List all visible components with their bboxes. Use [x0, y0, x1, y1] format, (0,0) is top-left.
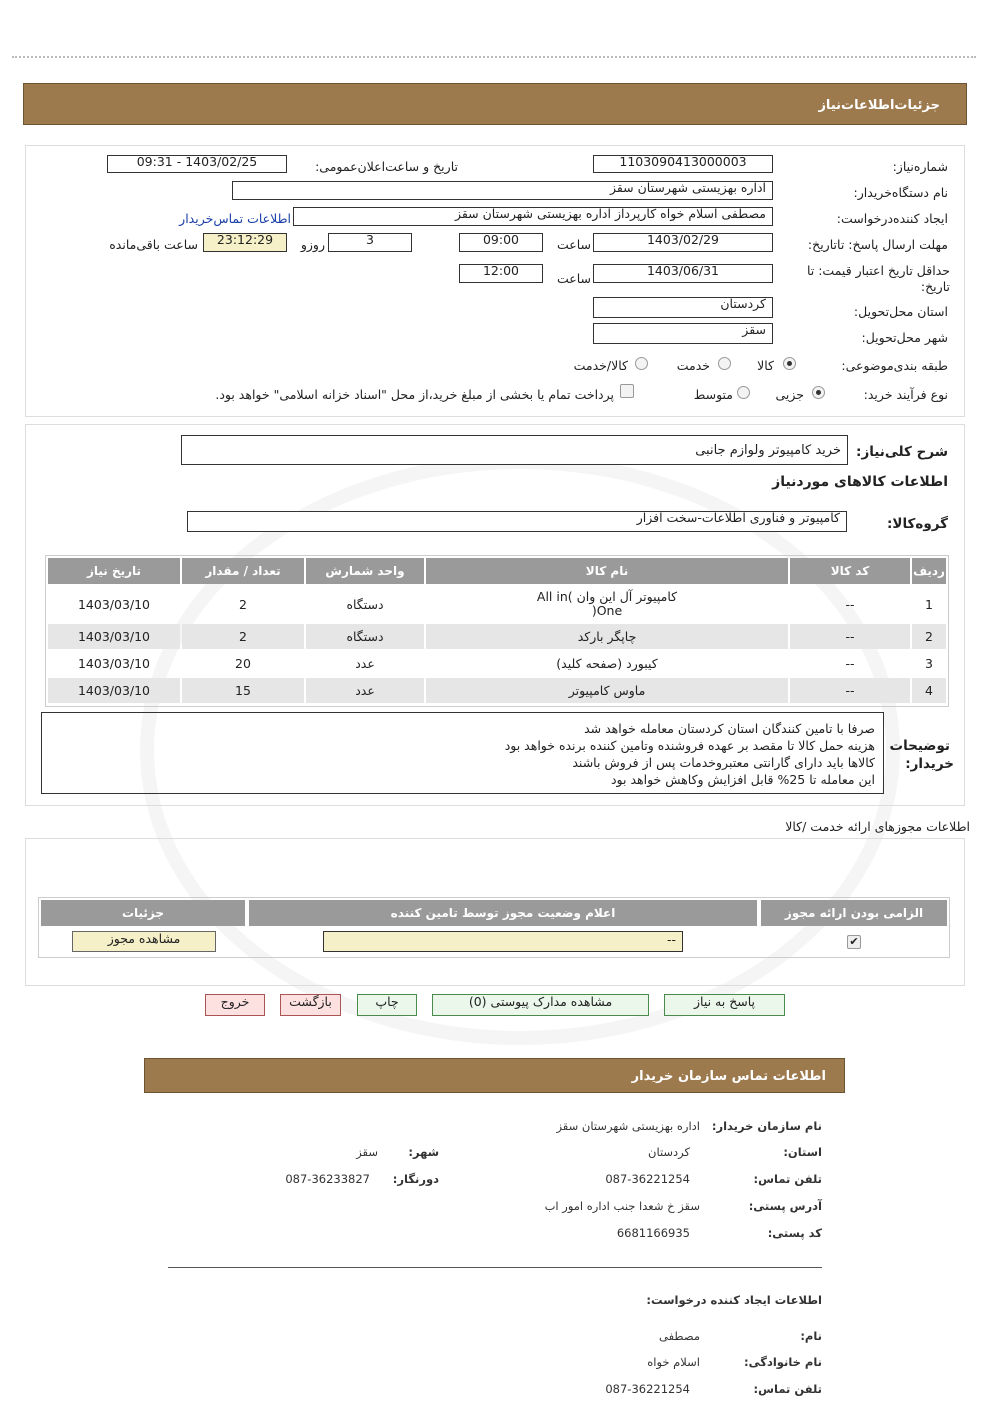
- contact-phone-label: تلفن تماس:: [753, 1172, 822, 1186]
- city-label: شهر محل‌تحویل:: [861, 330, 948, 345]
- process-label: نوع فرآیند خرید:: [863, 387, 948, 402]
- creator-info-heading: اطلاعات ایجاد کننده درخواست:: [646, 1293, 822, 1307]
- contact-province-label: استان:: [783, 1145, 822, 1159]
- row-number: 1: [925, 596, 933, 612]
- contact-org-label: نام سازمان خریدار:: [711, 1119, 822, 1133]
- item-date: 1403/03/10: [77, 656, 151, 671]
- item-unit: دستگاه: [306, 624, 424, 649]
- buyer-notes-box: [41, 712, 884, 794]
- view-license-button[interactable]: مشاهده مجوز: [72, 931, 216, 952]
- goods-group-field: کامپیوتر و فناوری اطلاعات-سخت افزار: [187, 511, 847, 532]
- validity-hour-label: ساعت: [556, 271, 591, 286]
- item-unit: دستگاه: [346, 596, 384, 612]
- creator-label: ایجاد کننده‌درخواست:: [836, 211, 948, 226]
- table-row: [48, 624, 946, 649]
- creator-family-value: اسلام خواه: [647, 1355, 700, 1369]
- category-service-radio[interactable]: [718, 357, 731, 370]
- col-row: ردیف: [912, 558, 946, 584]
- process-medium-radio[interactable]: [737, 386, 750, 399]
- province-field: کردستان: [593, 297, 773, 318]
- contact-phone-value: 087-36221254: [605, 1172, 690, 1186]
- top-dotted-divider: [12, 56, 976, 58]
- buyer-org-label: نام دستگاه‌خریدار:: [853, 185, 948, 200]
- license-header-required: الزامی بودن ارائه مجوز: [761, 900, 947, 926]
- buyer-org-field: اداره بهزیستی شهرستان سقز: [232, 181, 773, 200]
- announce-label: تاریخ و ساعت‌اعلان‌عمومی:: [315, 159, 458, 174]
- item-unit: عدد: [355, 656, 375, 671]
- item-name: چاپگر بارکد: [426, 624, 788, 649]
- license-status-field: --: [323, 931, 683, 952]
- validity-label: حداقل تاریخ اعتبار قیمت: تا تاریخ:: [806, 263, 950, 294]
- buyer-notes-label-1: توضیحات: [889, 738, 950, 754]
- deadline-date-field: 1403/02/29: [593, 233, 773, 252]
- category-label: طبقه بندی‌موضوعی:: [841, 358, 948, 373]
- contact-postal-label: کد پستی:: [767, 1226, 822, 1240]
- item-name: ماوس کامپیوتر: [426, 678, 788, 703]
- category-both-radio[interactable]: [635, 357, 648, 370]
- treasury-payment-checkbox[interactable]: [620, 384, 634, 398]
- need-summary-label: شرح کلی‌نیاز:: [856, 444, 948, 460]
- category-service-label: خدمت: [676, 358, 710, 373]
- item-date: 1403/03/10: [77, 596, 151, 612]
- category-both-label: کالا/خدمت: [573, 358, 628, 373]
- days-label: روزو: [300, 237, 325, 252]
- deadline-hour-label: ساعت: [556, 237, 591, 252]
- province-label: استان محل‌تحویل:: [853, 304, 948, 319]
- attachments-button[interactable]: مشاهده مدارک پیوستی (0): [432, 994, 649, 1016]
- item-date: 1403/03/10: [48, 678, 180, 703]
- note-line: هزینه حمل کالا تا مقصد بر عهده فروشنده وتامین کننده برنده خواهد بود: [504, 738, 875, 753]
- goods-info-heading: اطلاعات کالاهای مورد‌نیاز: [772, 474, 948, 490]
- item-code: --: [790, 624, 910, 649]
- days-field: 3: [328, 233, 412, 252]
- buyer-notes-label-2: خریدار:: [905, 756, 954, 772]
- item-code: --: [845, 656, 855, 671]
- item-qty: 15: [182, 678, 304, 703]
- need-number-field: 1103090413000003: [593, 155, 773, 173]
- contact-province-value: کردستان: [648, 1145, 690, 1159]
- row-number: 2: [912, 624, 946, 649]
- table-row: [48, 651, 946, 676]
- back-button[interactable]: بازگشت: [280, 994, 341, 1016]
- need-summary-field: خرید کامپیوتر ولوازم جانبی: [181, 435, 848, 465]
- category-goods-label: کالا: [757, 358, 774, 373]
- deadline-label: مهلت ارسال پاسخ: تاتاریخ:: [807, 237, 948, 252]
- creator-name-label: نام:: [800, 1329, 822, 1343]
- contact-divider: [168, 1267, 822, 1268]
- creator-name-value: مصطفی: [659, 1329, 700, 1343]
- need-number-label: شماره‌نیاز:: [892, 159, 948, 174]
- col-code: کد کالا: [790, 558, 910, 584]
- contact-title: اطلاعات تماس سازمان خریدار: [631, 1069, 826, 1084]
- item-name-line1: کامپیوتر آل این وان )All in: [536, 589, 678, 604]
- items-table: [46, 556, 948, 705]
- category-goods-radio[interactable]: [783, 357, 796, 370]
- contact-city-value: سقز: [356, 1145, 378, 1159]
- col-name: نام کالا: [426, 558, 788, 584]
- contact-fax-value: 087-36233827: [285, 1172, 370, 1186]
- validity-time-field: 12:00: [459, 264, 543, 283]
- page-title: جزئیات‌اطلاعات‌نیاز: [818, 98, 940, 113]
- contact-address-value: سقز خ شعدا جنب اداره امور اب: [544, 1199, 700, 1213]
- item-name: کیبورد (صفحه کلید): [556, 656, 658, 671]
- goods-group-label: گروه‌کالا:: [887, 516, 948, 532]
- process-medium-label: متوسط: [693, 387, 733, 402]
- note-line: این معامله تا 25% قابل افزایش وکاهش خواهد بود: [610, 772, 875, 787]
- creator-phone-value: 087-36221254: [605, 1382, 690, 1396]
- page-header: [23, 83, 967, 125]
- license-header-details: جزئیات: [41, 900, 245, 926]
- city-field: سقز: [593, 323, 773, 344]
- note-line: کالاها باید دارای گارانتی معتبروخدمات پس از فروش باشند: [572, 755, 875, 770]
- license-heading: اطلاعات مجوزهای ارائه خدمت /کالا: [785, 819, 970, 834]
- print-button[interactable]: چاپ: [357, 994, 417, 1016]
- col-date: تاریخ نیاز: [48, 558, 180, 584]
- license-header-status: اعلام وضعیت مجوز توسط تامین کننده: [249, 900, 757, 926]
- col-qty: تعداد / مقدار: [182, 558, 304, 584]
- remaining-time-field: 23:12:29: [203, 233, 287, 252]
- contact-city-label: شهر:: [408, 1145, 439, 1159]
- creator-field: مصطفی اسلام خواه کارپرداز اداره بهزیستی شهرستان سقز: [293, 207, 773, 226]
- item-name-line2: One(: [591, 603, 623, 618]
- validity-date-field: 1403/06/31: [593, 264, 773, 283]
- process-minor-label: جزیی: [775, 387, 804, 402]
- item-qty: 2: [182, 624, 304, 649]
- deadline-time-field: 09:00: [459, 233, 543, 252]
- items-table-wrapper: [45, 555, 949, 707]
- item-qty: 2: [239, 596, 247, 612]
- treasury-payment-note: پرداخت تمام یا بخشی از مبلغ خرید،از محل "اسناد خزانه اسلامی" خواهد بود.: [215, 387, 614, 402]
- contact-org-value: اداره بهزیستی شهرستان سقز: [556, 1119, 700, 1133]
- item-code: --: [845, 596, 855, 612]
- row-number: 3: [925, 656, 933, 671]
- item-unit: عدد: [306, 678, 424, 703]
- col-unit: واحد شمارش: [306, 558, 424, 584]
- contact-address-label: آدرس پستی:: [748, 1199, 822, 1213]
- item-qty: 20: [235, 656, 251, 671]
- license-required-checkbox[interactable]: ✔: [847, 935, 861, 949]
- table-row: [48, 586, 946, 622]
- exit-button[interactable]: خروج: [205, 994, 265, 1016]
- contact-header: [144, 1058, 845, 1093]
- contact-fax-label: دورنگار:: [392, 1172, 439, 1186]
- row-number: 4: [912, 678, 946, 703]
- buyer-contact-link[interactable]: اطلاعات تماس‌خریدار: [179, 211, 291, 226]
- creator-phone-label: تلفن تماس:: [753, 1382, 822, 1396]
- reply-button[interactable]: پاسخ به نیاز: [664, 994, 785, 1016]
- table-row: [48, 678, 946, 703]
- note-line: صرفا با تامین کنندگان استان کردستان معامله خواهد شد: [584, 721, 875, 736]
- contact-postal-value: 6681166935: [616, 1226, 690, 1240]
- remaining-label: ساعت باقی‌مانده: [109, 237, 198, 252]
- process-minor-radio[interactable]: [812, 386, 825, 399]
- license-table: [38, 897, 950, 958]
- item-date: 1403/03/10: [48, 624, 180, 649]
- item-code: --: [790, 678, 910, 703]
- announce-field: 1403/02/25 - 09:31: [107, 155, 287, 173]
- item-name: [426, 586, 788, 622]
- creator-family-label: نام خانوادگی:: [744, 1355, 822, 1369]
